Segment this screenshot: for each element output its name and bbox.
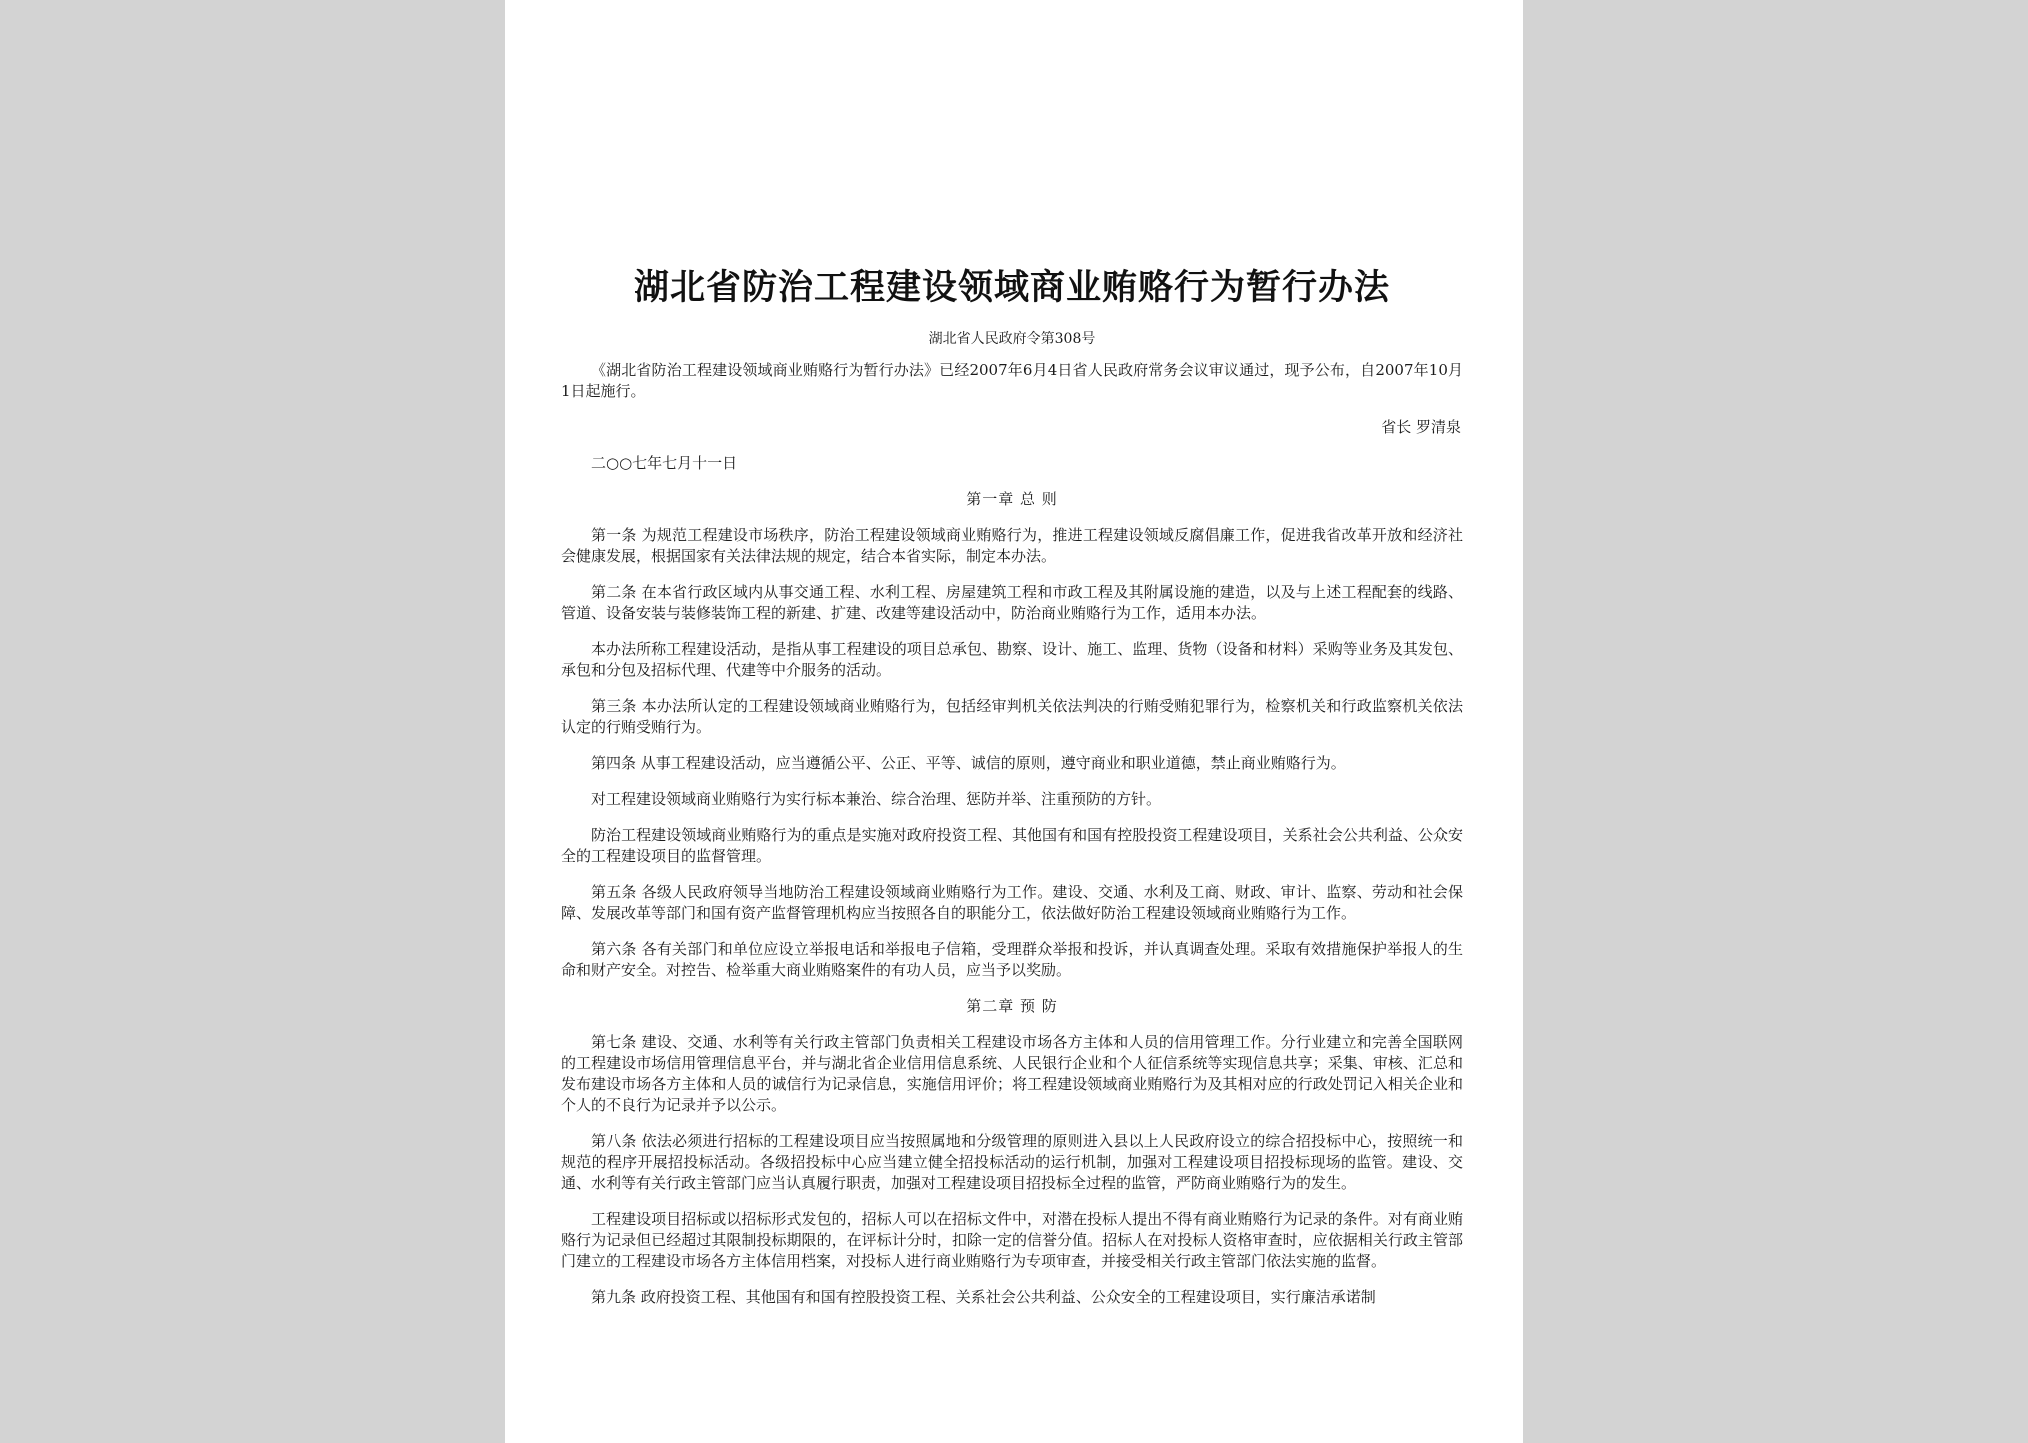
article-paragraph: 对工程建设领域商业贿赂行为实行标本兼治、综合治理、惩防并举、注重预防的方针。 bbox=[591, 790, 1162, 808]
signature: 省长 罗清泉 bbox=[1381, 418, 1461, 436]
article-paragraph: 第九条 政府投资工程、其他国有和国有控股投资工程、关系社会公共利益、公众安全的工程建设项目，实行廉洁承诺制 bbox=[591, 1288, 1376, 1306]
article-paragraph: 第五条 各级人民政府领导当地防治工程建设领域商业贿赂行为工作。建设、交通、水利及工商、财政、审计、监察、劳动和社会保障、发展改革等部门和国有资产监督管理机构应当按照各自的职能分工，依法做好防治工程建设领域商业贿赂行为工作。 bbox=[561, 883, 1463, 922]
chapter-heading-1: 第一章 总 则 bbox=[966, 490, 1058, 508]
article-paragraph: 第八条 依法必须进行招标的工程建设项目应当按照属地和分级管理的原则进入县以上人民政府设立的综合招投标中心，按照统一和规范的程序开展招投标活动。各级招投标中心应当建立健全招投标活动的运行机制，加强对工程建设项目招投标现场的监管。建设、交通、水利等有关行政主管部门应当认真履行职责，加强对工程建设项目招投标全过程的监管，严防商业贿赂行为的发生。 bbox=[561, 1132, 1463, 1192]
article-paragraph: 第二条 在本省行政区域内从事交通工程、水利工程、房屋建筑工程和市政工程及其附属设施的建造，以及与上述工程配套的线路、管道、设备安装与装修装饰工程的新建、扩建、改建等建设活动中，防治商业贿赂行为工作，适用本办法。 bbox=[561, 583, 1463, 622]
article-paragraph: 第一条 为规范工程建设市场秩序，防治工程建设领域商业贿赂行为，推进工程建设领域反腐倡廉工作，促进我省改革开放和经济社会健康发展，根据国家有关法律法规的规定，结合本省实际，制定本办法。 bbox=[561, 526, 1463, 565]
article-paragraph: 第六条 各有关部门和单位应设立举报电话和举报电子信箱，受理群众举报和投诉，并认真调查处理。采取有效措施保护举报人的生命和财产安全。对控告、检举重大商业贿赂案件的有功人员，应当予以奖励。 bbox=[561, 940, 1463, 979]
article-paragraph: 第七条 建设、交通、水利等有关行政主管部门负责相关工程建设市场各方主体和人员的信用管理工作。分行业建立和完善全国联网的工程建设市场信用管理信息平台，并与湖北省企业信用信息系统、人民银行企业和个人征信系统等实现信息共享；采集、审核、汇总和发布建设市场各方主体和人员的诚信行为记录信息，实施信用评价；将工程建设领域商业贿赂行为及其相对应的行政处罚记入相关企业和个人的不良行为记录并予以公示。 bbox=[561, 1033, 1463, 1114]
document-subtitle: 湖北省人民政府令第308号 bbox=[928, 331, 1096, 347]
chapter-heading-2: 第二章 预 防 bbox=[966, 997, 1058, 1015]
issue-date: 二○○七年七月十一日 bbox=[591, 454, 738, 472]
article-paragraph: 防治工程建设领域商业贿赂行为的重点是实施对政府投资工程、其他国有和国有控股投资工程建设项目，关系社会公共利益、公众安全的工程建设项目的监督管理。 bbox=[561, 826, 1463, 865]
intro-paragraph: 《湖北省防治工程建设领域商业贿赂行为暂行办法》已经2007年6月4日省人民政府常务会议审议通过，现予公布，自2007年10月1日起施行。 bbox=[561, 361, 1463, 400]
document-title: 湖北省防治工程建设领域商业贿赂行为暂行办法 bbox=[633, 268, 1390, 308]
article-paragraph: 本办法所称工程建设活动，是指从事工程建设的项目总承包、勘察、设计、施工、监理、货物（设备和材料）采购等业务及其发包、承包和分包及招标代理、代建等中介服务的活动。 bbox=[561, 640, 1463, 679]
article-paragraph: 第三条 本办法所认定的工程建设领域商业贿赂行为，包括经审判机关依法判决的行贿受贿犯罪行为，检察机关和行政监察机关依法认定的行贿受贿行为。 bbox=[561, 697, 1463, 736]
document-page bbox=[505, 0, 1523, 1443]
article-paragraph: 第四条 从事工程建设活动，应当遵循公平、公正、平等、诚信的原则，遵守商业和职业道德，禁止商业贿赂行为。 bbox=[591, 754, 1346, 772]
article-paragraph: 工程建设项目招标或以招标形式发包的，招标人可以在招标文件中，对潜在投标人提出不得有商业贿赂行为记录的条件。对有商业贿赂行为记录但已经超过其限制投标期限的，在评标计分时，扣除一定的信誉分值。招标人在对投标人资格审查时，应依据相关行政主管部门建立的工程建设市场各方主体信用档案，对投标人进行商业贿赂行为专项审查，并接受相关行政主管部门依法实施的监督。 bbox=[561, 1210, 1463, 1270]
